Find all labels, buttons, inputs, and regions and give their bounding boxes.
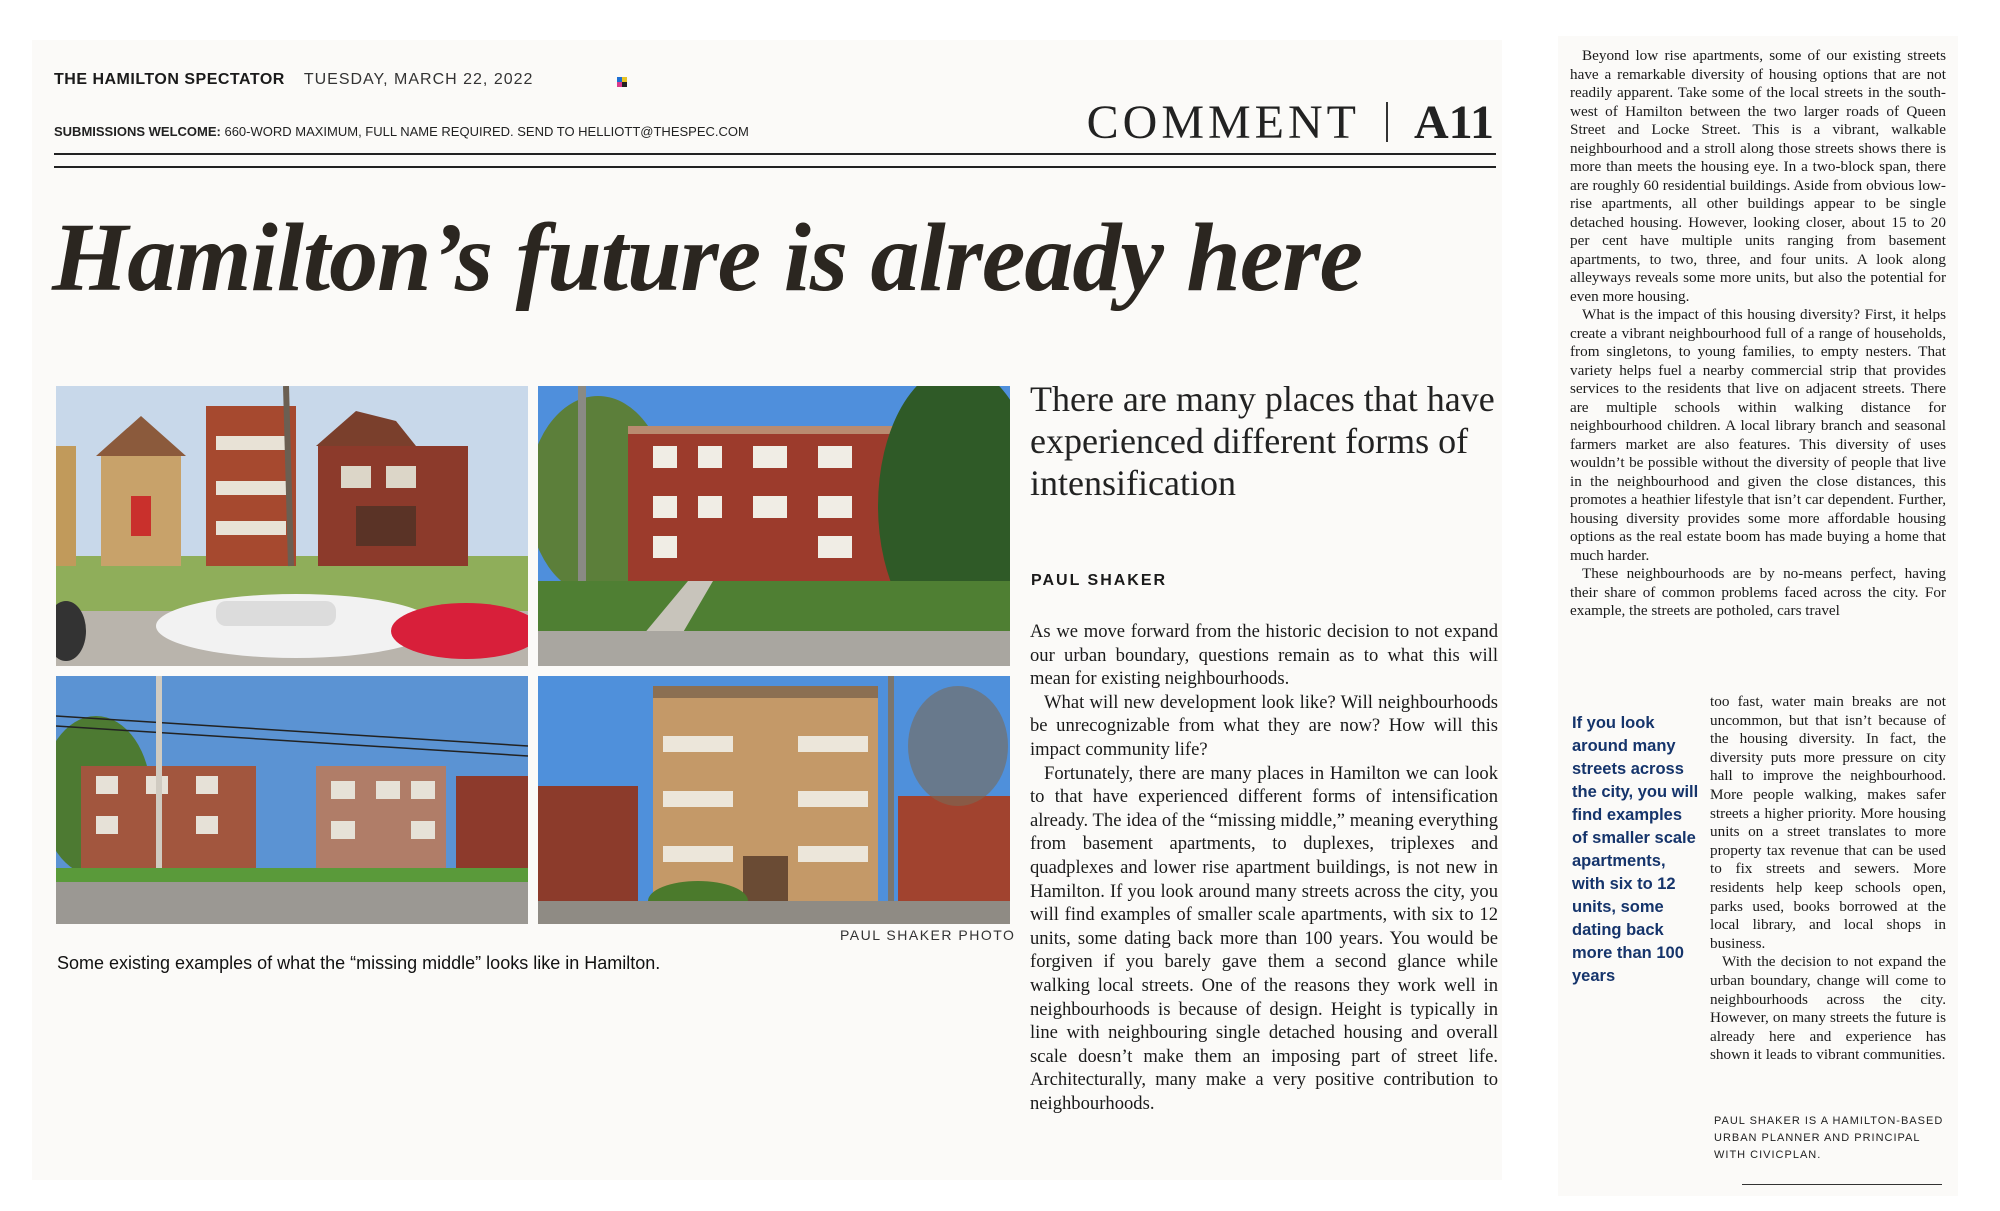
submissions-label: SUBMISSIONS WELCOME: xyxy=(54,124,221,139)
section-name: COMMENT xyxy=(1086,96,1360,149)
body-paragraph: What is the impact of this housing diversity? First, it helps create a vibrant neighbourhood full of a range of households, from singletons, to young families, to empty nesters. That variety helps fuel a nearby commercial strip that provides services to the residents that live on adjacent streets. There are multiple schools within walking distance for neighbourhood children. A local library branch and seasonal farmers market are also features. This diversity of uses wouldn’t be possible without the diversity of people that live in the neighbourhood and given the close distances, this promotes a heathier lifestyle that isn’t car dependent. Further, housing diversity provides some more affordable housing options as the real estate boom has made buying a home that much harder. xyxy=(1570,306,1946,564)
photo-houses-street xyxy=(56,386,528,666)
newspaper-name: THE HAMILTON SPECTATOR xyxy=(54,71,285,88)
body-paragraph: With the decision to not expand the urban boundary, change will come to neighbourhoods across the city. However, on many streets the future is already here and experience has shown it leads to vibrant communities. xyxy=(1710,953,1946,1064)
body-paragraph: What will new development look like? Will neighbourhoods be unrecognizable from what they are now? How will this impact community life? xyxy=(1030,691,1498,760)
page-number: A11 xyxy=(1413,96,1494,149)
author-bio: PAUL SHAKER IS A HAMILTON-BASED URBAN PLANNER AND PRINCIPAL WITH CIVICPLAN. xyxy=(1714,1115,1944,1161)
header-rule-bottom xyxy=(54,166,1496,168)
article-wrap-column xyxy=(1710,693,1946,1065)
article-continuation xyxy=(1570,47,1946,621)
pull-quote: If you look around many streets across the city, you will find examples of smaller scale apartments, with six to 12 units, some dating back more than 100 years xyxy=(1572,714,1699,985)
photo-credit: PAUL SHAKER PHOTO xyxy=(840,927,1016,943)
deck-subheadline: There are many places that have experienced different forms of intensification xyxy=(1030,379,1495,503)
publication-date: TUESDAY, MARCH 22, 2022 xyxy=(303,71,534,88)
body-paragraph: Fortunately, there are many places in Hamilton we can look to that have experienced different forms of intensification already. The idea of the “missing middle,” meaning everything from basement apartments, to duplexes, triplexes and quadplexes and lower rise apartment buildings, is not new in Hamilton. If you look around many streets across the city, you will find examples of smaller scale apartments, with six to 12 units, some dating back more than 100 years. You would be forgiven if you barely gave them a second glance while walking local streets. One of the reasons they work well in neighbourhoods is because of design. Height is typically in line with neighbouring single detached housing and overall scale doesn’t make them an imposing part of street life. Architecturally, many make a very positive contribution to neighbourhoods. xyxy=(1030,762,1498,1114)
section-divider xyxy=(1386,102,1388,142)
header-rule-top xyxy=(54,153,1496,155)
submissions-notice xyxy=(54,124,749,139)
masthead xyxy=(54,71,533,89)
headline: Hamilton’s future is already here xyxy=(52,204,1363,312)
body-paragraph: These neighbourhoods are by no-means perfect, having their share of common problems faced across the city. For example, the streets are potholed, cars travel xyxy=(1570,565,1946,619)
photo-brick-apartment xyxy=(538,386,1010,666)
byline: PAUL SHAKER xyxy=(1031,572,1168,589)
body-paragraph: As we move forward from the historic decision to not expand our urban boundary, questions remain as to what this will mean for existing neighbourhoods. xyxy=(1030,621,1498,690)
article-body xyxy=(1030,620,1498,1115)
photo-yellow-brick-apartment xyxy=(538,676,1010,924)
photo-twin-buildings xyxy=(56,676,528,924)
section-header xyxy=(1087,95,1494,150)
color-registration-mark xyxy=(617,77,627,87)
end-rule xyxy=(1742,1184,1942,1185)
photo-caption: Some existing examples of what the “missing middle” looks like in Hamilton. xyxy=(57,953,661,973)
submissions-text: 660-WORD MAXIMUM, FULL NAME REQUIRED. SEND TO HELLIOTT@THESPEC.COM xyxy=(224,124,749,139)
body-paragraph: too fast, water main breaks are not uncommon, but that isn’t because of the housing diversity. In fact, the diversity puts more pressure on city hall to improve the neighbourhood. More people walking, makes safer streets a higher priority. More housing units on a street translates to more property tax revenue that can be used to fix streets and sewers. More residents help keep schools open, parks used, books borrowed at the local library, and local shops in business. xyxy=(1710,693,1946,952)
body-paragraph: Beyond low rise apartments, some of our existing streets have a remarkable diversity of housing options that are not readily apparent. Take some of the local streets in the south-west of Hamilton between the two larger roads of Queen Street and Locke Street. This is a vibrant, walkable neighbourhood and a stroll along those streets shows there is more than meets the housing eye. In a two-block span, there are roughly 60 residential buildings. Aside from obvious low-rise apartments, all other buildings appear to be single detached housing. However, looking closer, about 15 to 20 per cent have multiple units ranging from basement apartments, to two, three, and four units. A look along alleyways reveals some more units, but also the potential for even more housing. xyxy=(1570,47,1946,305)
